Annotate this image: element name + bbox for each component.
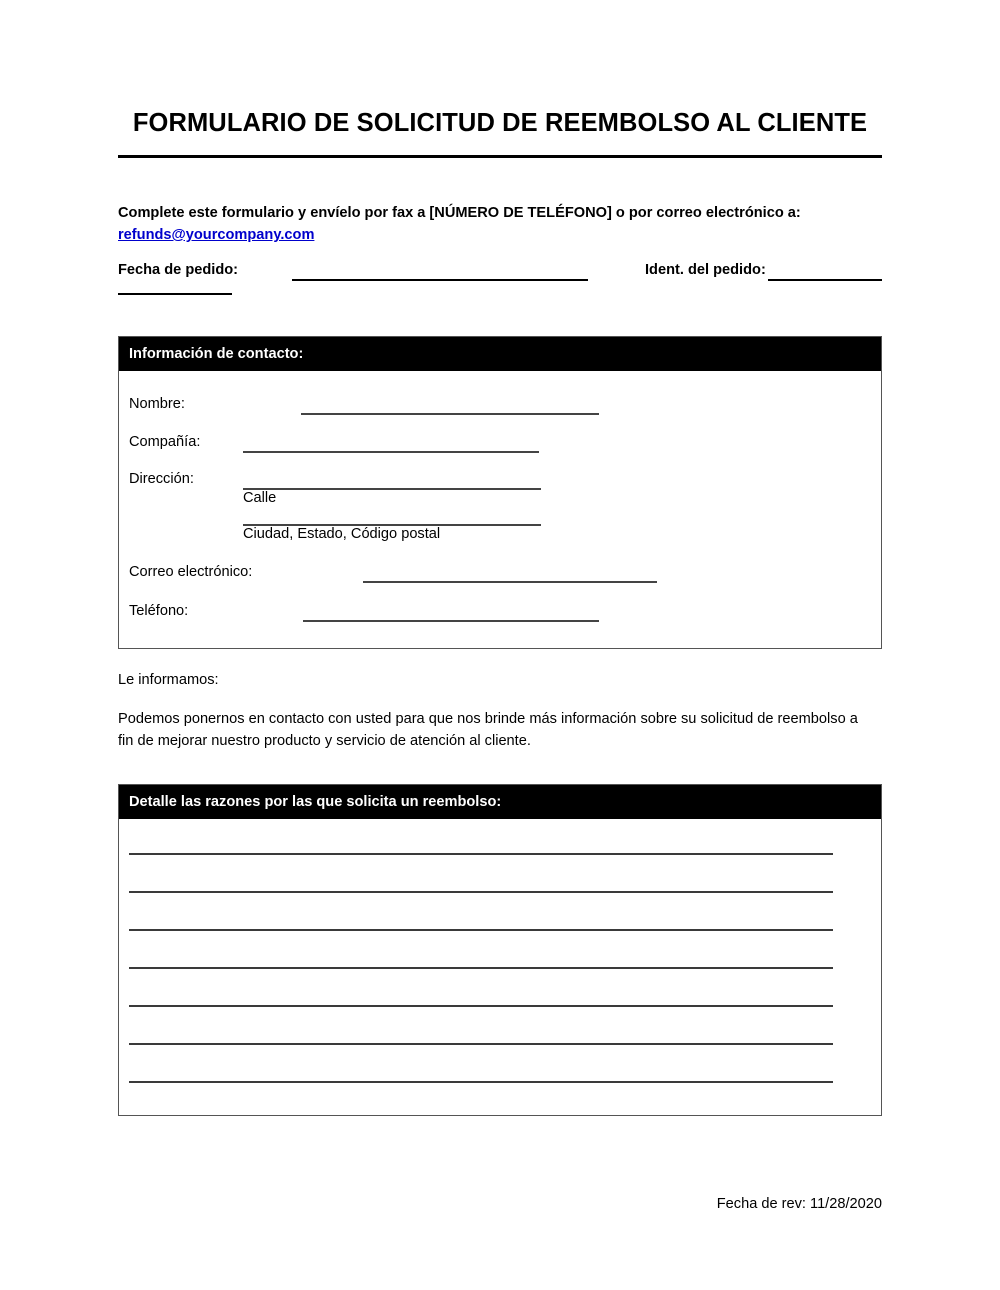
reasons-section [118,784,882,1116]
order-date-label: Fecha de pedido: [118,262,239,278]
contact-label-nombre: Nombre: [129,396,185,412]
reasons-writing-line[interactable] [129,1043,833,1045]
contact-input-line-calle[interactable] [243,488,541,490]
order-id-input-line-wrap[interactable] [118,293,232,295]
reasons-writing-line[interactable] [129,853,833,855]
reasons-writing-line[interactable] [129,891,833,893]
contact-label-direccion: Dirección: [129,471,194,487]
page-title: FORMULARIO DE SOLICITUD DE REEMBOLSO AL CLIENTE [132,109,868,137]
contact-input-line-nombre[interactable] [301,413,599,415]
reasons-writing-line[interactable] [129,929,833,931]
reasons-section-header: Detalle las razones por las que solicita un reembolso: [119,785,881,819]
reasons-writing-line[interactable] [129,967,833,969]
contact-label-telefono: Teléfono: [129,603,189,619]
contact-label-correo: Correo electrónico: [129,564,253,580]
title-divider [118,155,882,158]
notice-body: Podemos ponernos en contacto con usted para que nos brinde más información sobre su solicitud de reembolso a fin de mejorar nuestro producto y servicio de atención al cliente. [118,711,858,749]
notice-heading: Le informamos: [118,672,219,688]
intro-text: Complete este formulario y envíelo por fax a [NÚMERO DE TELÉFONO] o por correo electrónico a: [118,205,801,221]
contact-sublabel-calle: Calle [243,490,277,506]
order-info-row [118,262,886,308]
reasons-writing-line[interactable] [129,1081,833,1083]
refund-email-link[interactable]: refunds@yourcompany.com [118,227,315,243]
contact-fields-body [119,371,881,647]
contact-label-compania: Compañía: [129,434,201,450]
reasons-writing-line[interactable] [129,1005,833,1007]
contact-input-line-telefono[interactable] [303,620,599,622]
order-id-label: Ident. del pedido: [645,262,766,278]
contact-input-line-compania[interactable] [243,451,539,453]
order-date-input-line[interactable] [292,279,588,281]
contact-section-header: Información de contacto: [119,337,881,371]
contact-input-line-correo[interactable] [363,581,657,583]
revision-date: Fecha de rev: 11/28/2020 [716,1196,882,1212]
contact-information-section [118,336,882,649]
order-id-input-line[interactable] [768,279,882,281]
intro-paragraph [118,202,886,246]
contact-sublabel-ciudad: Ciudad, Estado, Código postal [243,526,441,542]
reasons-writing-area[interactable] [119,819,881,1114]
